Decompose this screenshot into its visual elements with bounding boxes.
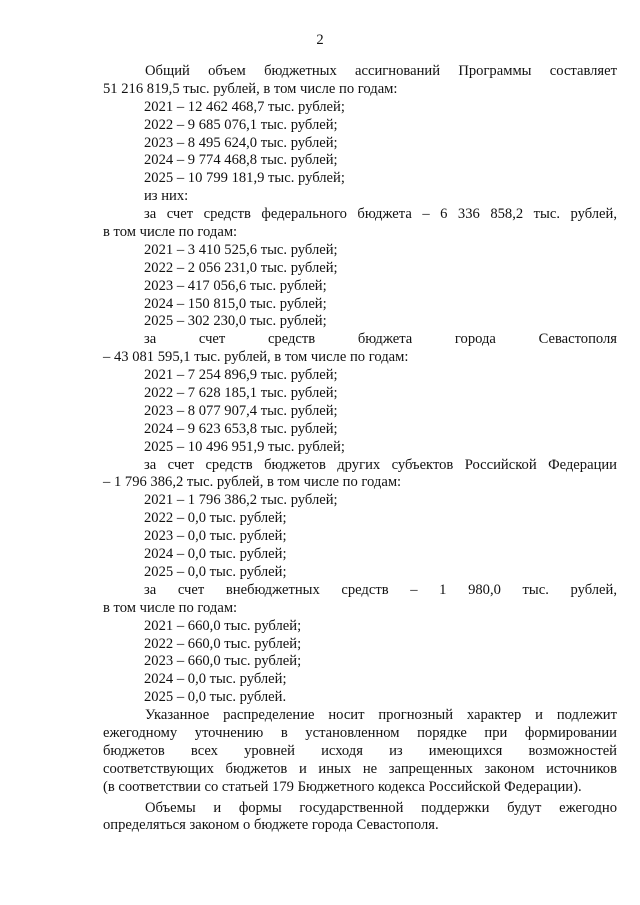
year-line: 2021 – 1 796 386,2 тыс. рублей; [144, 492, 338, 509]
year-line: 2025 – 0,0 тыс. рублей; [144, 563, 287, 580]
year-line: 2022 – 7 628 185,1 тыс. рублей; [144, 385, 338, 402]
document-body [103, 63, 617, 835]
federal-budget-line: за счет средств федерального бюджета – 6 336 858,2 тыс. рублей, [144, 206, 617, 223]
year-line: 2023 – 660,0 тыс. рублей; [144, 653, 302, 670]
other-subjects-budget-line: за счет средств бюджетов других субъектов Российской Федерации [144, 456, 617, 473]
support-paragraph-line: определяться законом о бюджете города Севастополя. [103, 817, 439, 834]
year-line: 2022 – 2 056 231,0 тыс. рублей; [144, 259, 338, 276]
by-years-line: в том числе по годам: [103, 224, 238, 241]
year-line: 2024 – 0,0 тыс. рублей; [144, 671, 287, 688]
year-line: 2021 – 7 254 896,9 тыс. рублей; [144, 367, 338, 384]
by-years-line: в том числе по годам: [103, 599, 238, 616]
sevastopol-budget-line: за счет средств бюджета города Севастополя [144, 331, 617, 348]
other-subjects-total-line: – 1 796 386,2 тыс. рублей, в том числе по годам: [103, 474, 402, 491]
year-line: 2022 – 9 685 076,1 тыс. рублей; [144, 116, 338, 133]
year-line: 2025 – 0,0 тыс. рублей. [144, 689, 287, 706]
distribution-paragraph-line: бюджетов всех уровней исходя из имеющихся возможностей [103, 742, 617, 759]
year-line: 2023 – 417 056,6 тыс. рублей; [144, 277, 327, 294]
year-line: 2021 – 3 410 525,6 тыс. рублей; [144, 241, 338, 258]
extrabudgetary-line: за счет внебюджетных средств – 1 980,0 тыс. рублей, [144, 581, 617, 598]
year-line: 2025 – 10 496 951,9 тыс. рублей; [144, 438, 345, 455]
budget-total-line: 51 216 819,5 тыс. рублей, в том числе по годам: [103, 80, 398, 97]
year-line: 2021 – 12 462 468,7 тыс. рублей; [144, 98, 345, 115]
page-number: 2 [316, 32, 324, 48]
distribution-paragraph-line: Указанное распределение носит прогнозный характер и подлежит [145, 707, 617, 724]
budget-total-paragraph-line: Общий объем бюджетных ассигнований Программы составляет [145, 63, 617, 79]
year-line: 2025 – 10 799 181,9 тыс. рублей; [144, 170, 345, 187]
year-line: 2024 – 9 774 468,8 тыс. рублей; [144, 152, 338, 169]
year-line: 2021 – 660,0 тыс. рублей; [144, 617, 302, 634]
year-line: 2022 – 660,0 тыс. рублей; [144, 635, 302, 652]
support-paragraph-line: Объемы и формы государственной поддержки будут ежегодно [145, 799, 617, 816]
year-line: 2024 – 9 623 653,8 тыс. рублей; [144, 420, 338, 437]
distribution-paragraph-line: ежегодному уточнению в установленном порядке при формировании [103, 724, 617, 741]
of-them-line: из них: [144, 188, 189, 205]
distribution-paragraph-line: (в соответствии со статьей 179 Бюджетного кодекса Российской Федерации). [103, 778, 582, 795]
year-line: 2024 – 0,0 тыс. рублей; [144, 546, 287, 563]
sevastopol-total-line: – 43 081 595,1 тыс. рублей, в том числе по годам: [103, 349, 409, 366]
year-line: 2023 – 8 495 624,0 тыс. рублей; [144, 134, 338, 151]
year-line: 2023 – 0,0 тыс. рублей; [144, 528, 287, 545]
year-line: 2023 – 8 077 907,4 тыс. рублей; [144, 402, 338, 419]
year-line: 2024 – 150 815,0 тыс. рублей; [144, 295, 327, 312]
year-line: 2022 – 0,0 тыс. рублей; [144, 510, 287, 527]
year-line: 2025 – 302 230,0 тыс. рублей; [144, 313, 327, 330]
distribution-paragraph-line: соответствующих бюджетов и иных не запрещенных законом источников [103, 760, 617, 777]
